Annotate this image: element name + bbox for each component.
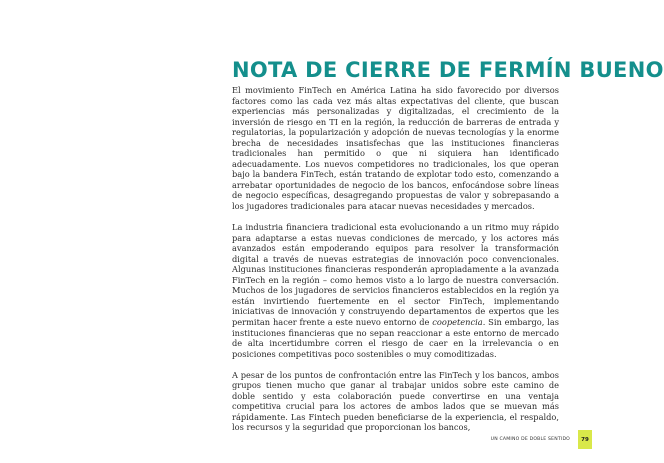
page-number: 79: [578, 430, 592, 449]
paragraph-2: [232, 222, 559, 359]
running-footer: UN CAMINO DE DOBLE SENTIDO: [490, 437, 570, 442]
paragraph-3: A pesar de los puntos de confrontación entre las FinTech y los bancos, ambos grupos tienen mucho que ganar al trabajar unidos sobre este camino de doble sentido y esta colaboración puede convertirse en una ventaja competitiva crucial para los actores de ambos lados que se muevan más rápidamente. Las Fintech pueden beneficiarse de la experiencia, el respaldo, los recursos y la seguridad que proporcionan los bancos,: [232, 369, 559, 433]
paragraph-2-emphasis: coopetencia: [432, 316, 483, 327]
paragraph-2-text-end: . Sin embargo, las instituciones financieras que no sepan reaccionar a este entorno de mercado de alta incertidumbre corren el riesgo de caer en la irrelevancia o en posiciones competitivas poco sostenibles o muy comoditizadas.: [232, 316, 559, 359]
paragraph-2-text-start: La industria financiera tradicional esta evolucionando a un ritmo muy rápido para adaptarse a estas nuevas condiciones de mercado, y los actores más avanzados están empoderando equipos para resolver la transformación digital a través de nuevas estrategias de innovación poco convencionales. Algunas instituciones financieras responderán apropiadamente a la avanzada FinTech en la región – como hemos visto a lo largo de nuestra conversación. Muchos de los jugadores de servicios financieros establecidos en la región ya están invirtiendo fuertemente en el sector FinTech, implementando iniciativas de innovación y construyendo departamentos de expertos que les permitan hacer frente a este nuevo entorno de: [232, 222, 559, 327]
page-title: NOTA DE CIERRE DE FERMÍN BUENO: [232, 58, 664, 83]
paragraph-1: El movimiento FinTech en América Latina ha sido favorecido por diversos factores como las cada vez más altas expectativas del cliente, que buscan experiencias más personalizadas y digitalizadas, el crecimiento de la inversión de riesgo en TI en la región, la reducción de barreras de entrada y regulatorias, la popularización y adopción de nuevas tecnologías y la enorme brecha de necesidades insatisfechas que las instituciones financieras tradicionales han permitido o que ni siquiera han identificado adecuadamente. Los nuevos competidores no tradicionales, los que operan bajo la bandera FinTech, están tratando de explotar todo esto, comenzando a arrebatar oportunidades de negocio de los bancos, enfocándose sobre líneas de negocio específicas, desagregando propuestas de valor y sobrepasando a los jugadores tradicionales para atacar nuevas necesidades y mercados.: [232, 85, 559, 212]
body-text: [232, 85, 559, 443]
